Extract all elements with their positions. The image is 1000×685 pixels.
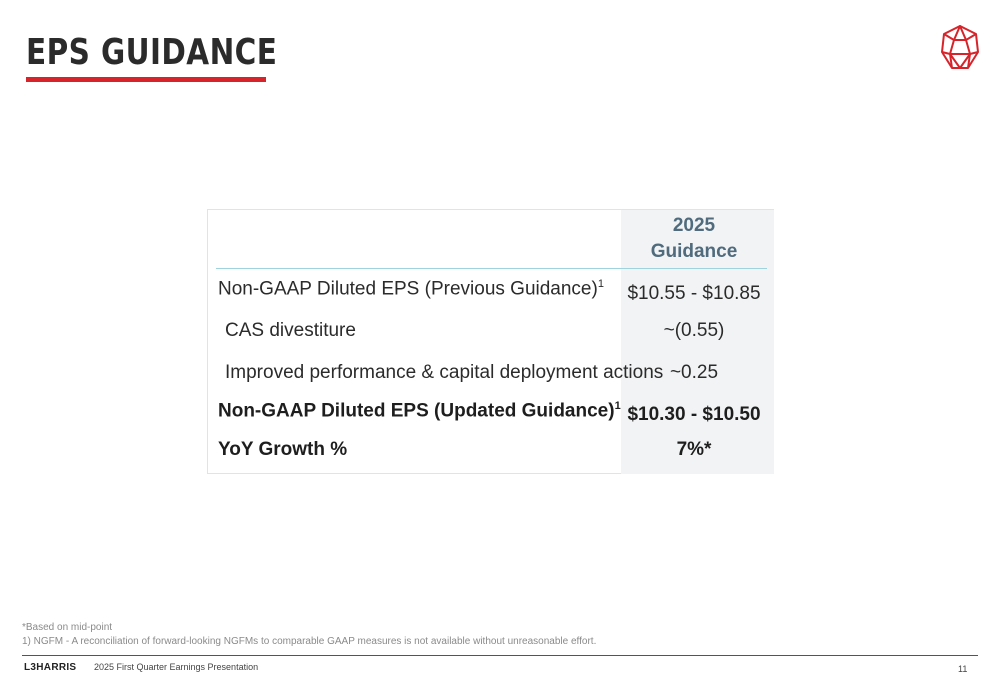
eps-guidance-table	[207, 209, 774, 474]
footnote-ngfm: 1) NGFM - A reconciliation of forward-looking NGFMs to comparable GAAP measures is not available without unreasonable effort.	[22, 636, 597, 647]
row-label-yoy-growth: YoY Growth %	[218, 439, 348, 460]
row-value-updated-guidance: $10.30 - $10.50	[627, 404, 761, 425]
footer-caption: 2025 First Quarter Earnings Presentation	[94, 662, 259, 672]
row-label-cas-divestiture: CAS divestiture	[225, 320, 356, 341]
header-divider	[216, 268, 767, 269]
row-label-improved-performance: Improved performance & capital deployment actions	[225, 362, 664, 383]
column-header-label: Guidance	[650, 241, 738, 262]
footnotes	[22, 621, 596, 649]
page-title: EPS GUIDANCE	[26, 32, 278, 73]
row-value-previous-guidance: $10.55 - $10.85	[627, 283, 761, 304]
title-underline	[26, 77, 266, 82]
row-value-yoy-growth: 7%*	[676, 439, 712, 460]
footnote-midpoint: *Based on mid-point	[22, 622, 113, 633]
row-label-previous-guidance: Non-GAAP Diluted EPS (Previous Guidance)$^1$	[218, 278, 604, 300]
footer-brand: L3HARRIS	[24, 662, 77, 673]
page-number: 11	[958, 664, 968, 674]
footer-divider	[22, 655, 978, 656]
column-header-year: 2025	[672, 215, 716, 236]
row-label-updated-guidance: Non-GAAP Diluted EPS (Updated Guidance)$^1$	[218, 400, 621, 422]
row-value-improved-performance: ~0.25	[669, 362, 719, 383]
column-header	[621, 213, 767, 265]
l3harris-globe-icon	[940, 24, 980, 72]
row-value-cas-divestiture: ~(0.55)	[663, 320, 725, 341]
